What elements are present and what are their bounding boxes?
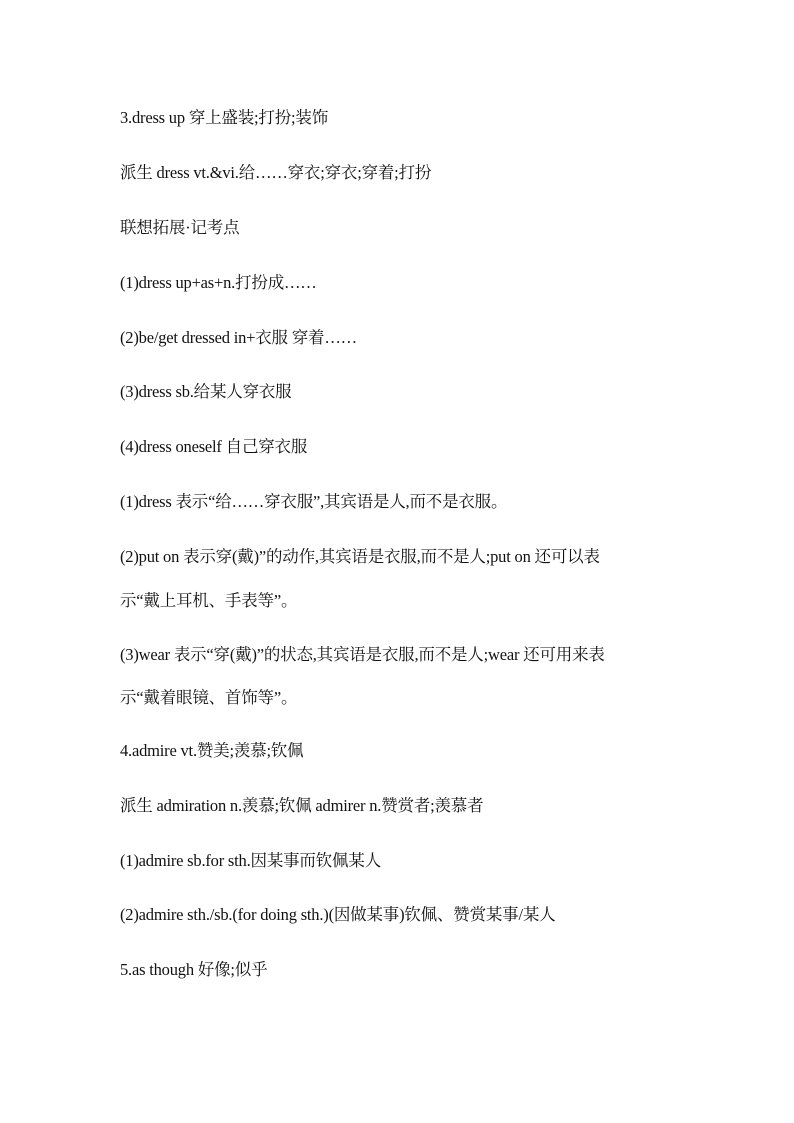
phrase-dressed-in: (2)be/get dressed in+衣服 穿着…… bbox=[120, 328, 357, 347]
phrase-dress-oneself: (4)dress oneself 自己穿衣服 bbox=[120, 437, 308, 456]
heading-admire: 4.admire vt.赞美;羡慕;钦佩 bbox=[120, 741, 304, 760]
usage-note-wear: (3)wear 表示“穿(戴)”的状态,其宾语是衣服,而不是人;wear 还可用来表 bbox=[120, 645, 605, 664]
heading-as-though: 5.as though 好像;似乎 bbox=[120, 960, 268, 979]
heading-dress-up: 3.dress up 穿上盛装;打扮;装饰 bbox=[120, 108, 329, 127]
usage-note-dress: (1)dress 表示“给……穿衣服”,其宾语是人,而不是衣服。 bbox=[120, 492, 508, 511]
usage-note-put-on: (2)put on 表示穿(戴)”的动作,其宾语是衣服,而不是人;put on 还可以表 bbox=[120, 547, 600, 566]
phrase-admire-sth-sb: (2)admire sth./sb.(for doing sth.)(因做某事)钦佩、赞赏某事/某人 bbox=[120, 905, 556, 924]
usage-note-put-on-cont: 示“戴上耳机、手表等”。 bbox=[120, 591, 298, 610]
section-label-extension: 联想拓展·记考点 bbox=[120, 218, 240, 237]
derivative-dress: 派生 dress vt.&vi.给……穿衣;穿衣;穿着;打扮 bbox=[120, 163, 432, 182]
derivative-admire: 派生 admiration n.羡慕;钦佩 admirer n.赞赏者;羡慕者 bbox=[120, 796, 484, 815]
phrase-dress-sb: (3)dress sb.给某人穿衣服 bbox=[120, 382, 292, 401]
phrase-admire-sb-for: (1)admire sb.for sth.因某事而钦佩某人 bbox=[120, 851, 381, 870]
usage-note-wear-cont: 示“戴着眼镜、首饰等”。 bbox=[120, 688, 298, 707]
phrase-dress-up-as: (1)dress up+as+n.打扮成…… bbox=[120, 273, 317, 292]
